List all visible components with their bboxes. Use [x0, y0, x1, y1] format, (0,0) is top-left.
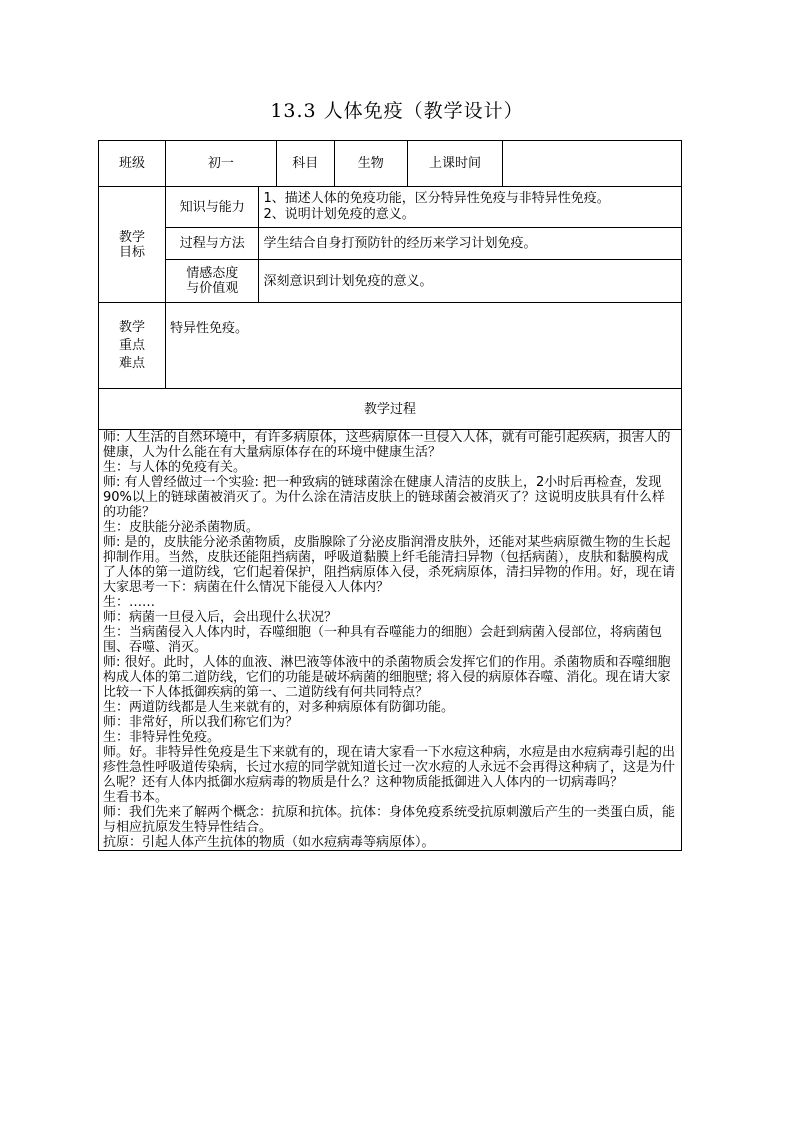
header-row: [99, 141, 682, 187]
subject-value: 生物: [334, 141, 407, 187]
process-heading-row: [99, 389, 682, 430]
process-paragraph: 生：……: [103, 595, 156, 610]
process-method-text: 学生结合自身打预防针的经历来学习计划免疫。: [259, 228, 682, 260]
emotion-text: 深刻意识到计划免疫的意义。: [259, 260, 682, 303]
key-points-value: 特异性免疫。: [170, 321, 249, 336]
knowledge-label: 知识与能力: [166, 187, 259, 228]
process-body-row: [99, 430, 682, 851]
process-heading: 教学过程: [99, 389, 682, 430]
process-paragraph: 师：病菌一旦侵入后，会出现什么状况？: [103, 610, 338, 625]
key-points-label-line3: 难点: [119, 355, 146, 371]
emotion-label-line2: 与价值观: [186, 281, 239, 296]
process-paragraph: 师：我们先来了解两个概念：抗原和抗体。抗体：身体免疫系统受抗原刺激后产生的一类蛋白质，能与相应抗原发生特异性结合。: [103, 805, 676, 835]
process-paragraph: 师。好。非特异性免疫是生下来就有的，现在请大家看一下水痘这种病，水痘是由水痘病毒引起的出疹性急性呼吸道传染病，长过水痘的同学就知道长过一次水痘的人永远不会再得这种病了，这是为什么呢？还有人体内抵御水痘病毒的物质是什么？这种物质能抵御进入人体内的一切病毒吗？: [103, 745, 676, 790]
process-paragraph: 师: 人生活的自然环境中，有许多病原体，这些病原体一旦侵入人体，就有可能引起疾病，损害人的健康，人为什么能在有大量病原体存在的环境中健康生活？: [103, 430, 671, 460]
key-points-row: [99, 303, 682, 389]
knowledge-text: [259, 187, 682, 228]
time-label: 上课时间: [407, 141, 502, 187]
goal-process-row: [99, 228, 682, 260]
process-paragraph: 师: 很好。此时，人体的血液、淋巴液等体液中的杀菌物质会发挥它们的作用。杀菌物质和吞噬细胞构成人体的第二道防线，它们的功能是破坏病菌的细胞壁; 将入侵的病原体吞噬、消化。现在请大家比较一下人体抵御疾病的第一、二道防线有何共同特点？: [103, 655, 671, 700]
class-value: 初一: [166, 141, 277, 187]
lesson-plan-table: [98, 140, 682, 851]
process-paragraph: 抗原：引起人体产生抗体的物质（如水痘病毒等病原体）。: [103, 835, 435, 850]
process-paragraph: 生：当病菌侵入人体内时，吞噬细胞（一种具有吞噬能力的细胞）会赶到病菌入侵部位，将病菌包围、吞噬、消灭。: [103, 625, 663, 655]
process-paragraph: 师: 有人曾经做过一个实验: 把一种致病的链球菌涂在健康人清洁的皮肤上，2小时后再检查，发现90%以上的链球菌被消灭了。为什么涂在清洁皮肤上的链球菌会被消灭了？这说明皮肤具有什么样的功能？: [103, 475, 665, 520]
process-method-label: 过程与方法: [166, 228, 259, 260]
goals-label: [99, 187, 166, 303]
class-label: 班级: [99, 141, 166, 187]
goal-emotion-row: [99, 260, 682, 303]
knowledge-line-1: 1、描述人体的免疫功能，区分特异性免疫与非特异性免疫。: [263, 191, 610, 206]
process-paragraph: 生：非特异性免疫。: [103, 730, 221, 745]
process-paragraph: 生：与人体的免疫有关。: [103, 460, 247, 475]
process-paragraph: 生：两道防线都是人生来就有的，对多种病原体有防御功能。: [103, 700, 455, 715]
process-paragraph: 师：非常好，所以我们称它们为？: [103, 715, 299, 730]
goal-knowledge-row: [99, 187, 682, 228]
key-points-label-line1: 教学: [119, 319, 146, 335]
process-paragraph: 师: 是的，皮肤能分泌杀菌物质，皮脂腺除了分泌皮脂润滑皮肤外，还能对某些病原微生物的生长起抑制作用。当然，皮肤还能阻挡病菌，呼吸道黏膜上纤毛能清扫异物（包括病菌），皮肤和黏膜构成了人体的第一道防线，它们起着保护，阻挡病原体入侵，杀死病原体，清扫异物的作用。好，现在请大家思考一下：病菌在什么情况下能侵入人体内？: [103, 535, 676, 595]
emotion-label-line1: 情感态度: [186, 266, 239, 281]
goals-label-line1: 教学: [119, 229, 146, 245]
subject-label: 科目: [276, 141, 334, 187]
key-points-label: [99, 303, 166, 389]
emotion-label: [166, 260, 259, 303]
page-title: 13.3 人体免疫（教学设计）: [270, 100, 524, 122]
key-points-text: [166, 303, 682, 389]
process-paragraph: 生：皮肤能分泌杀菌物质。: [103, 520, 260, 535]
key-points-label-line2: 重点: [119, 337, 146, 353]
process-body: [99, 430, 682, 851]
process-paragraph: 生看书本。: [103, 790, 169, 805]
knowledge-line-2: 2、说明计划免疫的意义。: [263, 207, 415, 222]
goals-label-line2: 目标: [119, 244, 146, 260]
time-value: [503, 141, 682, 187]
